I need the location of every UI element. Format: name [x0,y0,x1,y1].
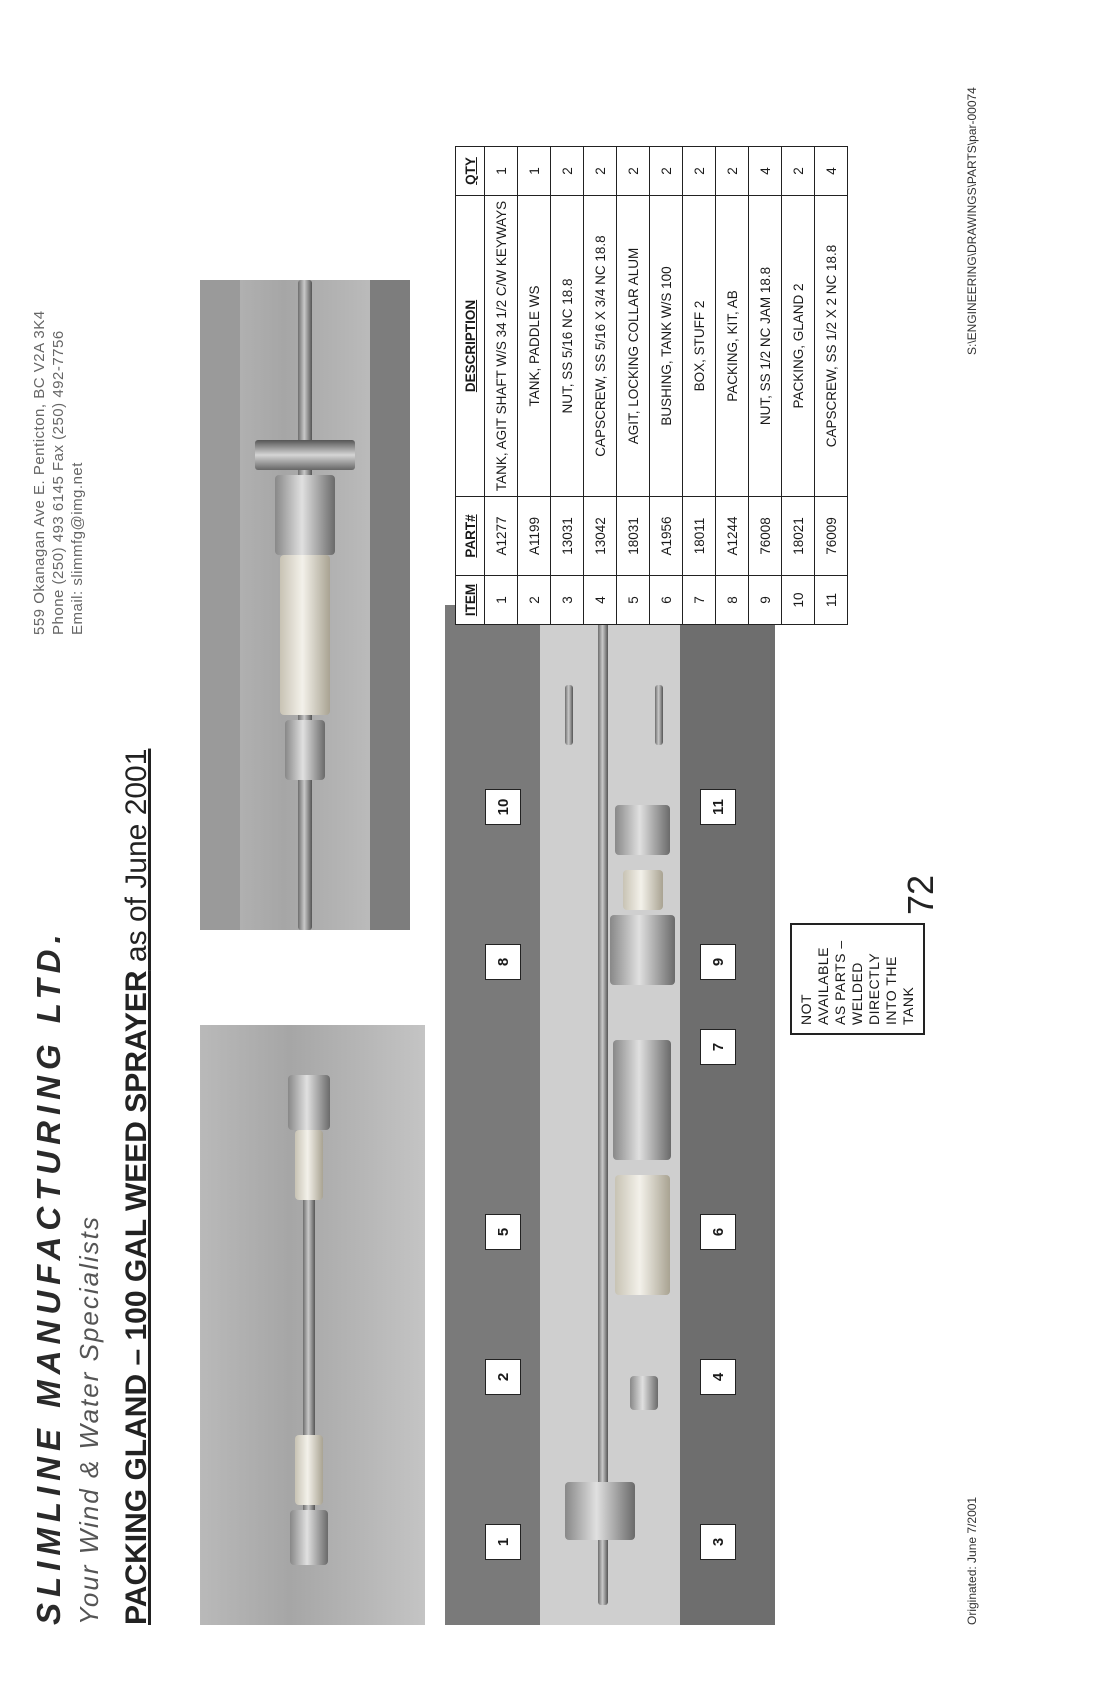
email-line: Email: slimmfg@img.net [69,462,86,635]
callout-7: 7 [700,1029,736,1065]
capscrew-part [655,685,663,745]
item-cell: 5 [617,576,650,625]
description-cell: CAPSCREW, SS 1/2 X 2 NC 18.8 [815,196,848,497]
description-cell: TANK, AGIT SHAFT W/S 34 1/2 C/W KEYWAYS [485,196,518,497]
assembly-photo [200,1025,425,1625]
address-line: 559 Okanagan Ave E. Penticton, BC V2A 3K4 [31,310,48,635]
parts-table [455,146,848,625]
paddle-part [565,1482,635,1540]
description-cell: PACKING, KIT, AB [716,196,749,497]
callout-10: 10 [485,789,521,825]
packing-part [623,870,663,910]
gland-flange-closeup [255,440,355,470]
table-row [650,147,683,625]
callout-5: 5 [485,1214,521,1250]
table-row [716,147,749,625]
bushing-closeup [280,555,330,715]
bushing-left [295,1435,323,1505]
company-address [30,310,87,635]
welded-parts-note: NOT AVAILABLE AS PARTS – WELDED DIRECTLY INTO THE TANK [790,923,925,1035]
table-header-row [456,147,485,625]
gland-left [290,1510,328,1565]
callout-9: 9 [700,944,736,980]
part-cell: 76009 [815,497,848,576]
qty-cell: 2 [782,147,815,196]
qty-cell: 2 [584,147,617,196]
collar-part [630,1376,658,1410]
callout-1: 1 [485,1524,521,1560]
item-cell: 6 [650,576,683,625]
table-row [485,147,518,625]
item-cell: 7 [683,576,716,625]
col-description: DESCRIPTION [456,196,485,497]
page-title [120,749,154,1625]
phone-fax-line: Phone (250) 493 6145 Fax (250) 492-7756 [50,330,67,635]
part-cell: 18011 [683,497,716,576]
callout-8: 8 [485,944,521,980]
table-row [815,147,848,625]
company-tagline: Your Wind & Water Specialists [74,1215,104,1625]
item-cell: 1 [485,576,518,625]
part-cell: 13042 [584,497,617,576]
item-cell: 8 [716,576,749,625]
item-cell: 11 [815,576,848,625]
item-cell: 10 [782,576,815,625]
originated-date: Originated: June 7/2001 [965,1496,979,1625]
part-cell: 13031 [551,497,584,576]
part-cell: A1199 [518,497,551,576]
description-cell: NUT, SS 1/2 NC JAM 18.8 [749,196,782,497]
company-name: SLIMLINE MANUFACTURING LTD. [30,928,67,1625]
qty-cell: 1 [485,147,518,196]
bushing-right [295,1130,323,1200]
table-row [584,147,617,625]
rotated-sheet [0,25,1100,1675]
qty-cell: 2 [551,147,584,196]
gland-right [288,1075,330,1130]
part-cell: A1244 [716,497,749,576]
capscrew-part [565,685,573,745]
stuffing-box-part [610,915,675,985]
qty-cell: 2 [650,147,683,196]
page-number: 72 [900,874,941,915]
item-cell: 3 [551,576,584,625]
description-cell: AGIT, LOCKING COLLAR ALUM [617,196,650,497]
title-suffix: as of June 2001 [120,748,153,971]
item-cell: 2 [518,576,551,625]
qty-cell: 4 [749,147,782,196]
part-cell: A1956 [650,497,683,576]
qty-cell: 1 [518,147,551,196]
collar-closeup [285,720,325,780]
description-cell: BUSHING, TANK W/S 100 [650,196,683,497]
item-cell: 9 [749,576,782,625]
bushing-part [615,1175,670,1295]
qty-cell: 2 [716,147,749,196]
part-cell: 18031 [617,497,650,576]
qty-cell: 4 [815,147,848,196]
callout-11: 11 [700,789,736,825]
qty-cell: 2 [617,147,650,196]
tube-part [613,1040,671,1160]
closeup-photo [200,280,410,930]
table-row [617,147,650,625]
table-row [749,147,782,625]
callout-6: 6 [700,1214,736,1250]
part-cell: 76008 [749,497,782,576]
item-cell: 4 [584,576,617,625]
description-cell: PACKING, GLAND 2 [782,196,815,497]
table-row [551,147,584,625]
table-row [518,147,551,625]
table-row [782,147,815,625]
exploded-parts-photo [445,605,775,1625]
stuffing-box-closeup [275,475,335,555]
file-path: S:\ENGINEERING\DRAWINGS\PARTS\par-00074 [965,87,979,355]
part-cell: 18021 [782,497,815,576]
callout-2: 2 [485,1359,521,1395]
shaft-exploded [598,620,608,1605]
col-item: ITEM [456,576,485,625]
callout-4: 4 [700,1359,736,1395]
description-cell: CAPSCREW, SS 5/16 X 3/4 NC 18.8 [584,196,617,497]
gland-part [615,805,670,855]
col-part: PART# [456,497,485,576]
title-main: PACKING GLAND – 100 GAL WEED SPRAYER [120,970,153,1625]
description-cell: BOX, STUFF 2 [683,196,716,497]
part-cell: A1277 [485,497,518,576]
description-cell: TANK, PADDLE WS [518,196,551,497]
table-row [683,147,716,625]
description-cell: NUT, SS 5/16 NC 18.8 [551,196,584,497]
callout-3: 3 [700,1524,736,1560]
col-qty: QTY [456,147,485,196]
qty-cell: 2 [683,147,716,196]
